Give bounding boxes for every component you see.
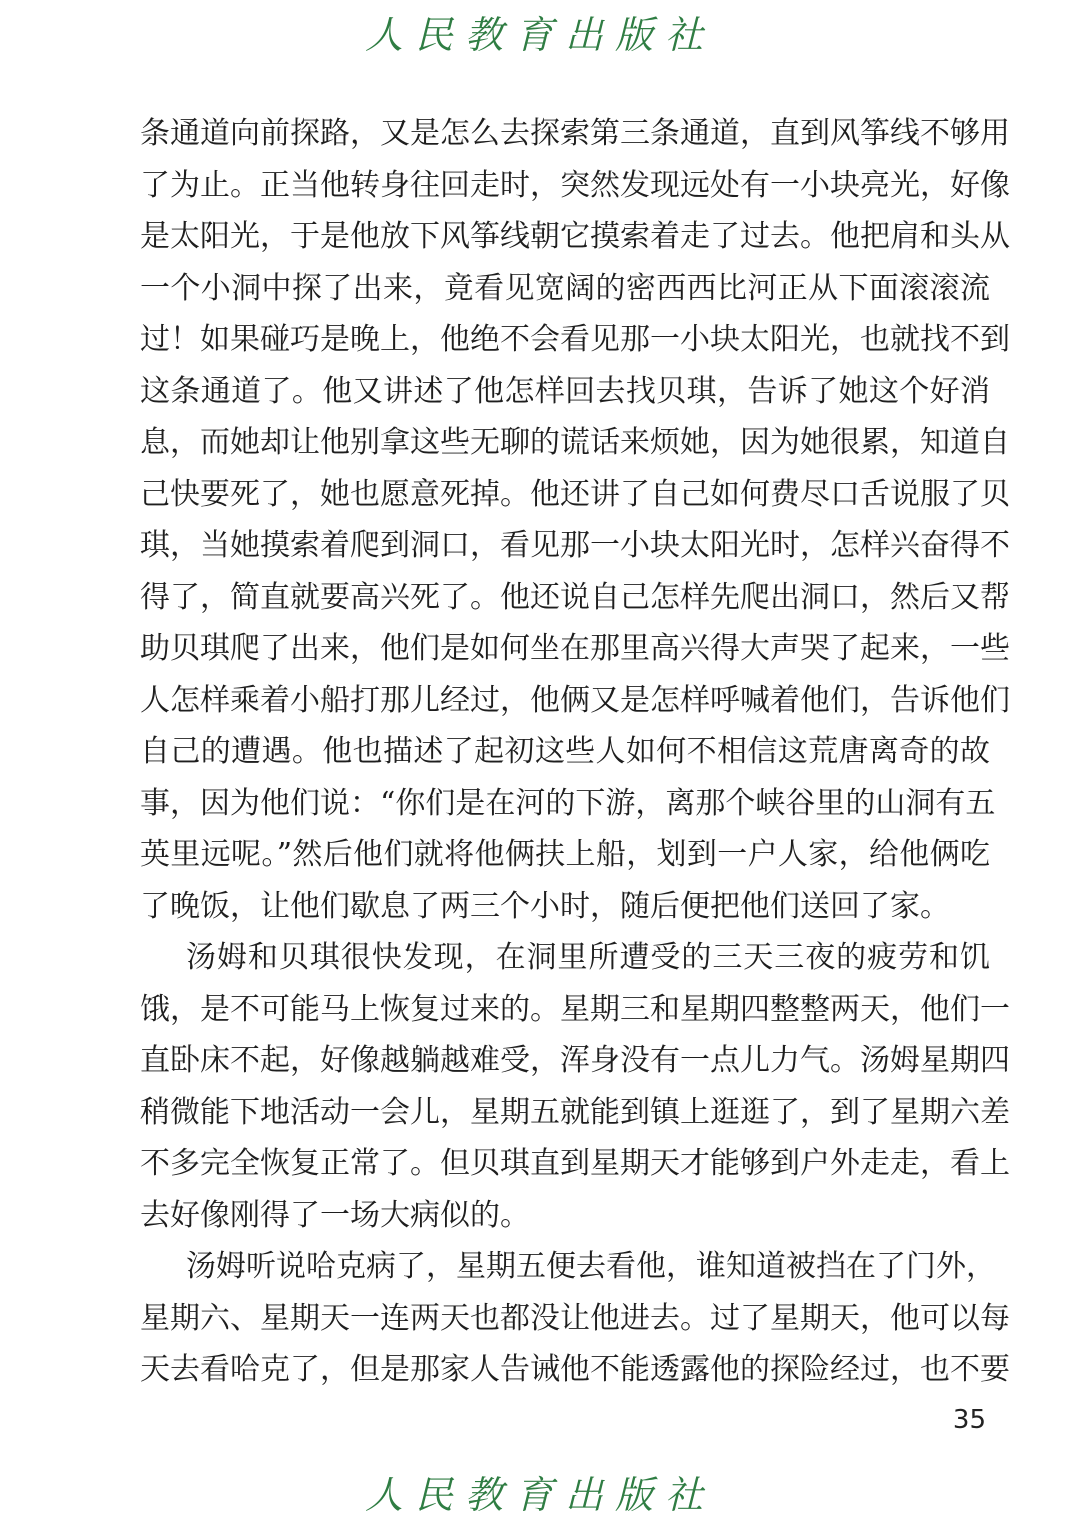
text-line: 助贝琪爬了出来，他们是如何坐在那里高兴得大声哭了起来，一些 xyxy=(140,631,1010,666)
text-line: 一个小洞中探了出来，竟看见宽阔的密西西比河正从下面滚滚流 xyxy=(140,270,990,306)
text-line: 饿，是不可能马上恢复过来的。星期三和星期四整整两天，他们一 xyxy=(140,991,1010,1027)
text-line: 星期六、星期天一连两天也都没让他进去。过了星期天，他可以每 xyxy=(140,1300,1010,1336)
publisher-logo-header: 人民教育出版社 xyxy=(364,13,715,57)
text-line: 天去看哈克了，但是那家人告诫他不能透露他的探险经过，也不要 xyxy=(140,1352,1010,1387)
text-line: 了为止。正当他转身往回走时，突然发现远处有一小块亮光，好像 xyxy=(140,167,1010,203)
text-line: 己快要死了，她也愿意死掉。他还讲了自己如何费尽口舌说服了贝 xyxy=(140,476,1010,512)
text-line: 息，而她却让他别拿这些无聊的谎话来烦她，因为她很累，知道自 xyxy=(140,425,1010,460)
text-line: 事，因为他们说：“你们是在河的下游，离那个峡谷里的山洞有五 xyxy=(140,785,996,821)
text-line-paragraph-start: 汤姆听说哈克病了，星期五便去看他，谁知道被挡在了门外， xyxy=(186,1249,996,1284)
text-line: 不多完全恢复正常了。但贝琪直到星期天才能够到户外走走，看上 xyxy=(140,1146,1010,1181)
text-line: 人怎样乘着小船打那儿经过，他俩又是怎样呼喊着他们，告诉他们 xyxy=(140,682,1010,718)
text-line: 过！如果碰巧是晚上，他绝不会看见那一小块太阳光，也就找不到 xyxy=(140,322,1010,357)
text-line: 稍微能下地活动一会儿，星期五就能到镇上逛逛了，到了星期六差 xyxy=(140,1094,1010,1130)
text-line: 是太阳光，于是他放下风筝线朝它摸索着走了过去。他把肩和头从 xyxy=(140,219,1010,254)
text-line: 得了，简直就要高兴死了。他还说自己怎样先爬出洞口，然后又帮 xyxy=(140,579,1010,615)
page-number: 35 xyxy=(952,1405,986,1435)
text-line: 了晚饭，让他们歇息了两三个小时，随后便把他们送回了家。 xyxy=(140,888,950,924)
text-line: 直卧床不起，好像越躺越难受，浑身没有一点儿力气。汤姆星期四 xyxy=(140,1043,1010,1078)
text-line: 自己的遭遇。他也描述了起初这些人如何不相信这荒唐离奇的故 xyxy=(140,734,990,769)
text-line: 琪，当她摸索着爬到洞口，看见那一小块太阳光时，怎样兴奋得不 xyxy=(140,528,1010,563)
text-line: 英里远呢。”然后他们就将他俩扶上船，划到一户人家，给他俩吃 xyxy=(140,837,990,872)
text-line: 去好像刚得了一场大病似的。 xyxy=(140,1197,530,1233)
text-line: 条通道向前探路，又是怎么去探索第三条通道，直到风筝线不够用 xyxy=(140,116,1010,151)
text-line: 这条通道了。他又讲述了他怎样回去找贝琪，告诉了她这个好消 xyxy=(140,373,990,409)
page-body-text xyxy=(140,108,1010,1396)
text-line-paragraph-start: 汤姆和贝琪很快发现，在洞里所遭受的三天三夜的疲劳和饥 xyxy=(186,940,990,975)
publisher-logo-footer: 人民教育出版社 xyxy=(364,1473,715,1517)
